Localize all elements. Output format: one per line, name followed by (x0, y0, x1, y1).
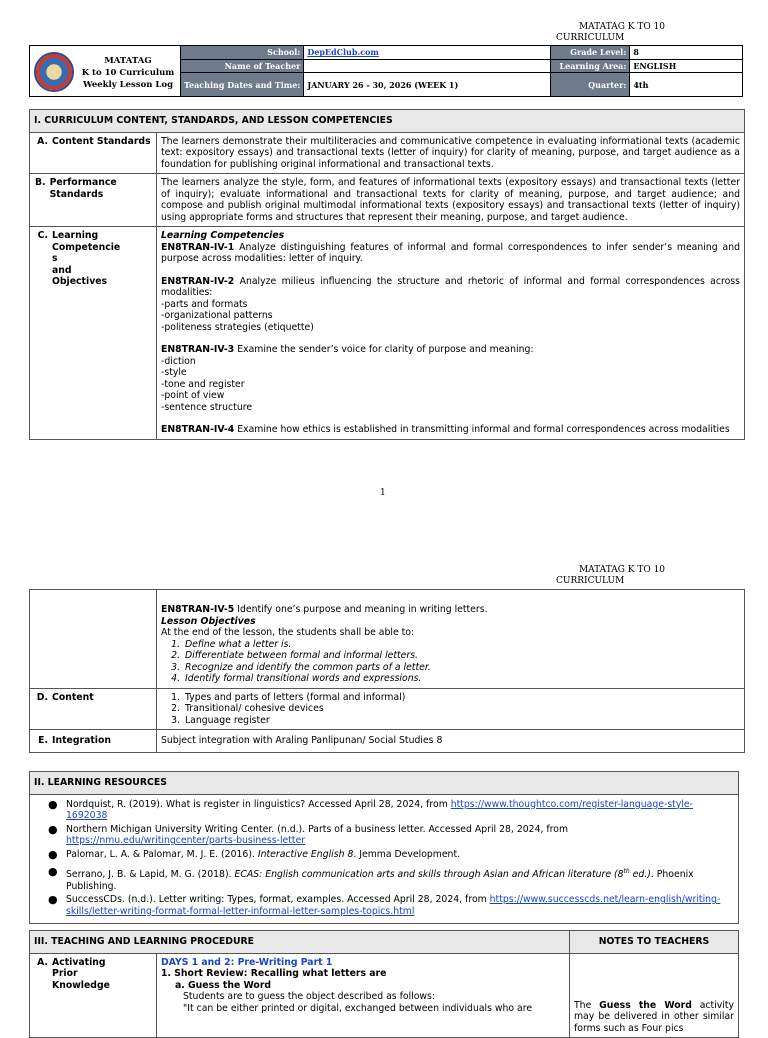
competency-3-item: -sentence structure (161, 401, 253, 413)
grade-label: Grade Level: (551, 46, 630, 60)
section1-title: I. CURRICULUM CONTENT, STANDARDS, AND LESSON COMPETENCIES (30, 110, 745, 133)
competency-2-item: -politeness strategies (etiquette) (161, 321, 314, 333)
section-curriculum-continued (29, 589, 745, 753)
competencies-text (157, 227, 745, 440)
step-1: 1. Short Review: Recalling what letters are (161, 968, 387, 979)
teacher-value (304, 59, 551, 73)
resource-item: ● SuccessCDs. (n.d.). Letter writing: Types, format, examples. Accessed April 28, 2024, from https://www.successcds.net/learn-english/writing-skills/letter-writing-format-formal-letter-informal-letter-samples-topics.html (48, 893, 721, 917)
page-header (556, 22, 688, 44)
competency-2-item: -parts and formats (161, 298, 248, 310)
resources-list (34, 799, 734, 918)
school-value (304, 46, 551, 60)
activating-label: A. Activating Prior Knowledge (30, 953, 157, 1038)
lo-heading: Lesson Objectives (161, 615, 256, 627)
dates-value: JANUARY 26 - 30, 2026 (WEEK 1) (304, 73, 551, 97)
section-procedure (29, 930, 739, 1038)
competency-2: EN8TRAN-IV-2 Analyze milieus influencing the structure and rhetoric of informal and formal correspondences across modalities: (161, 275, 740, 298)
quarter-label: Quarter: (551, 73, 630, 97)
activating-text (157, 953, 570, 1038)
section2-title: II. LEARNING RESOURCES (30, 772, 739, 795)
integration-text: Subject integration with Araling Panlipunan/ Social Studies 8 (157, 730, 745, 753)
objective-item: 4. Identify formal transitional words and expressions. (183, 673, 740, 685)
content-item: 3. Language register (183, 715, 740, 727)
school-link[interactable]: DepEdClub.com (307, 47, 379, 58)
resource-link[interactable]: https://www.thoughtco.com/register-language-style-1692038 (66, 798, 693, 821)
performance-standards-label: B. Performance Standards (30, 174, 157, 227)
dates-label: Teaching Dates and Time: (181, 73, 304, 97)
notes-title: NOTES TO TEACHERS (570, 931, 739, 954)
content-label: D. Content (30, 688, 157, 730)
competency-1: EN8TRAN-IV-1 Analyze distinguishing features of informal and formal correspondences to infer sender’s meaning and purpose across modalities: letter of inquiry. (161, 241, 740, 264)
performance-standards-text: The learners analyze the style, form, and features of informational texts (expository essays) and transactional texts (letter of inquiry); evaluate informational and transactional texts for clarity of meaning, purpose, and target audience; and compose and publish original multimodal informational texts (expository essays) and transactional texts (letter of inquiry) using appropriate forms and structures that represent their meaning, purpose, and target audience. (157, 174, 745, 227)
resources-list-cell (30, 794, 739, 924)
content-item: 2. Transitional/ cohesive devices (183, 703, 740, 715)
deped-seal-icon (34, 52, 74, 92)
competencies-label: C. Learning Competencie s and Objectives (30, 227, 157, 440)
competencies-continued (157, 590, 745, 689)
resource-item: ● Palomar, L. A. & Palomar, M. J. E. (2016). Interactive English 8. Jemma Development. (48, 847, 461, 861)
competency-2-item: -organizational patterns (161, 310, 273, 321)
header-line2: CURRICULUM (556, 33, 625, 43)
bullet-icon: ● (48, 847, 58, 861)
bullet-icon: ● (48, 893, 58, 907)
school-label: School: (181, 46, 304, 60)
bullet-icon: ● (48, 865, 58, 878)
content-standards-label: A. Content Standards (30, 132, 157, 174)
bullet-icon: ● (48, 822, 58, 836)
objective-item: 3. Recognize and identify the common parts of a letter. (183, 662, 740, 674)
resource-item: ● Northern Michigan University Writing Center. (n.d.). Parts of a business letter. Accessed April 28, 2024, from https://nmu.edu/writingcenter/parts-business-letter (48, 822, 569, 846)
content-list (161, 692, 740, 727)
page-number: 1 (380, 488, 386, 498)
objective-item: 1. Define what a letter is. (183, 639, 740, 651)
competency-5: EN8TRAN-IV-5 Identify one’s purpose and meaning in writing letters. (161, 604, 488, 615)
teacher-label: Name of Teacher (181, 59, 304, 73)
section-curriculum (29, 109, 745, 440)
page-header-2: MATATAG K TO 10 CURRICULUM (556, 565, 666, 586)
header-line1: MATATAG K TO 10 (578, 22, 666, 32)
competency-3: EN8TRAN-IV-3 Examine the sender’s voice for clarity of purpose and meaning: (161, 344, 534, 355)
step-1a: a. Guess the Word (175, 979, 272, 991)
competency-3-item: -tone and register (161, 378, 245, 390)
days-heading: DAYS 1 and 2: Pre-Writing Part 1 (161, 956, 333, 968)
objective-item: 2. Differentiate between formal and informal letters. (183, 650, 740, 662)
lesson-info-table (29, 45, 743, 97)
area-value: ENGLISH (630, 59, 743, 73)
content-item: 1. Types and parts of letters (formal and informal) (183, 692, 740, 704)
area-label: Learning Area: (551, 59, 630, 73)
lo-intro: At the end of the lesson, the students shall be able to: (161, 627, 415, 638)
competency-3-item: -diction (161, 355, 196, 367)
notes-text: The Guess the Word activity may be delivered in other similar forms such as Four pics (570, 953, 739, 1038)
quote-text: "It can be either printed or digital, exchanged between individuals who are (183, 1002, 533, 1014)
competencies-label-continued (30, 590, 157, 689)
grade-value: 8 (630, 46, 743, 60)
lc-heading: Learning Competencies (161, 230, 285, 241)
resource-link[interactable]: https://www.successcds.net/learn-english/writing-skills/letter-writing-format-formal-letter-informal-letter-samples-topics.html (66, 894, 721, 917)
resource-item: ● Nordquist, R. (2019). What is register in linguistics? Accessed April 28, 2024, from https://www.thoughtco.com/register-language-style-1692038 (48, 797, 693, 821)
logo-cell (30, 46, 181, 97)
competency-3-item: -style (161, 367, 187, 378)
objectives-list (161, 639, 740, 685)
integration-label: E. Integration (30, 730, 157, 753)
resource-item: ● Serrano, J. B. & Lapid, M. G. (2018). ECAS: English communication arts and skills through Asian and African literature (8th ed.). Phoenix Publishing. (48, 865, 694, 892)
resource-link[interactable]: https://nmu.edu/writingcenter/parts-business-letter (66, 835, 306, 846)
competency-3-item: -point of view (161, 390, 225, 401)
bullet-icon: ● (48, 797, 58, 811)
instructions: Students are to guess the object described as follows: (183, 991, 435, 1002)
logo-text: MATATAG K to 10 Curriculum Weekly Lesson Log (81, 56, 175, 90)
content-standards-text: The learners demonstrate their multiliteracies and communicative competence in evaluating informational texts (academic text: expository essays) and transactional texts (letter of inquiry) for clarity of meaning, purpose, and target audience as a foundation for publishing original informational and transactional texts. (157, 132, 745, 174)
section3-title: III. TEACHING AND LEARNING PROCEDURE (30, 931, 570, 954)
competency-4: EN8TRAN-IV-4 Examine how ethics is established in transmitting informal and formal correspondences across modalities (161, 424, 730, 435)
content-text (157, 688, 745, 730)
quarter-value: 4th (630, 73, 743, 97)
section-resources (29, 771, 739, 924)
